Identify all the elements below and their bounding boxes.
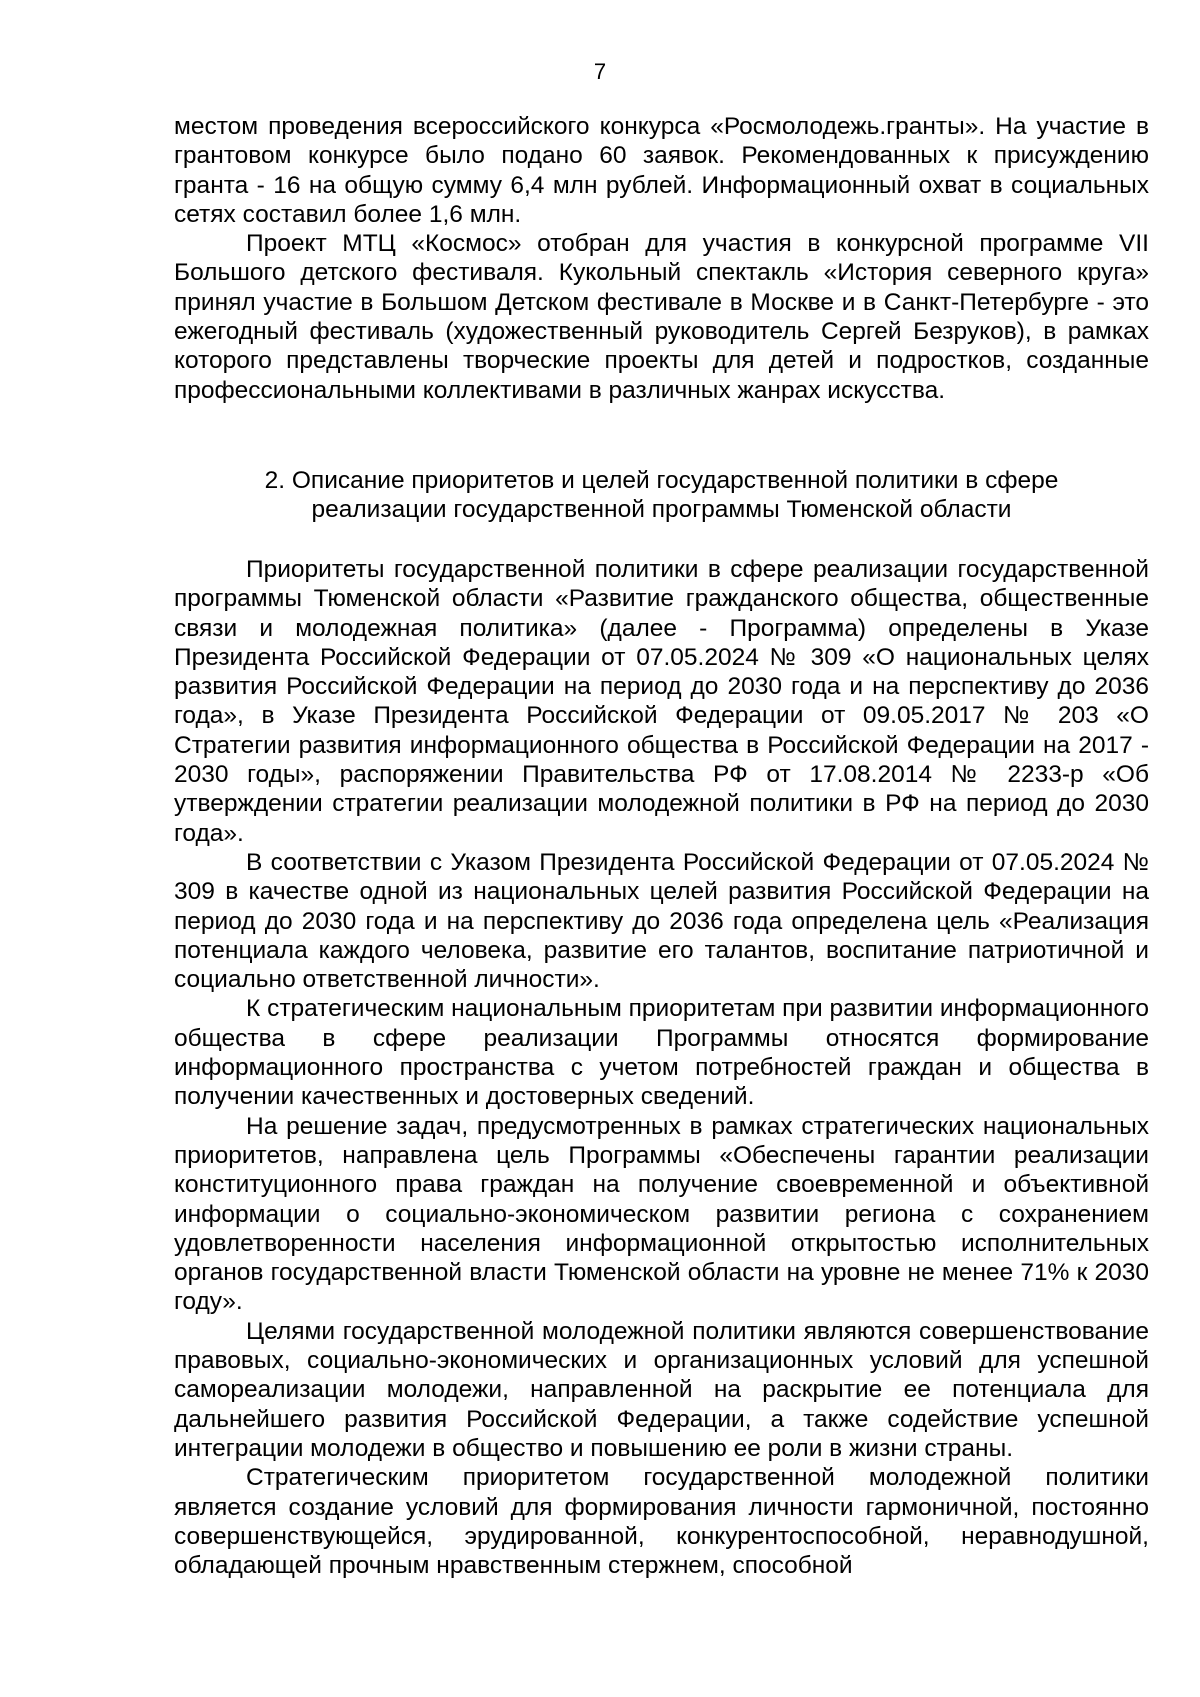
paragraph-kosmos-project: Проект МТЦ «Космос» отобран для участия в конкурсной программе VII Большого детского фестиваля. Кукольный спектакль «История северного круга» принял участие в Большом Детском фестивале в Москве и в Санкт-Петербурге - это ежегодный фестиваль (художественный руководитель Сергей Безруков), в рамках которого представлены творческие проекты для детей и подростков, созданные профессиональными коллективами в различных жанрах искусства. (174, 230, 1149, 404)
section-heading (174, 466, 1149, 525)
section-heading-line-1: 2. Описание приоритетов и целей государственной политики в сфере (264, 467, 1059, 494)
main-text-block (174, 555, 1149, 1580)
paragraph-priorities: Приоритеты государственной политики в сфере реализации государственной программы Тюменской области «Развитие гражданского общества, общественные связи и молодежная политика» (далее - Программа) определены в Указе Президента Российской Федерации от 07.05.2024 № 309 «О национальных целях развития Российской Федерации на период до 2030 года и на перспективу до 2036 года», в Указе Президента Российской Федерации от 09.05.2017 № 203 «О Стратегии развития информационного общества в Российской Федерации на 2017 - 2030 годы», распоряжении Правительства РФ от 17.08.2014 № 2233-р «Об утверждении стратегии реализации молодежной политики в РФ на период до 2030 года». (174, 556, 1149, 847)
page-number: 7 (593, 59, 607, 84)
paragraph-decree-goal: В соответствии с Указом Президента Российской Федерации от 07.05.2024 № 309 в качестве одной из национальных целей развития Российской Федерации на период до 2030 года и на перспективу до 2036 года определена цель «Реализация потенциала каждого человека, развитие его талантов, воспитание патриотичной и социально ответственной личности». (174, 848, 1149, 994)
paragraph-strategic-priority: Стратегическим приоритетом государственной молодежной политики является создание условий для формирования личности гармоничной, постоянно совершенствующейся, эрудированной, конкурентоспособной, неравнодушной, обладающей прочным нравственным стержнем, способной (174, 1464, 1149, 1580)
paragraph-info-society: К стратегическим национальным приоритетам при развитии информационного общества в сфере реализации Программы относятся формирование информационного пространства с учетом потребностей граждан и общества в получении качественных и достоверных сведений. (174, 995, 1149, 1111)
paragraph-program-goal: На решение задач, предусмотренных в рамках стратегических национальных приоритетов, направлена цель Программы «Обеспечены гарантии реализации конституционного права граждан на получение своевременной и объективной информации о социально-экономическом развитии региона с сохранением удовлетворенности населения информационной открытостью исполнительных органов государственной власти Тюменской области на уровне не менее 71% к 2030 году». (174, 1112, 1149, 1316)
paragraph-youth-policy-goals: Целями государственной молодежной политики являются совершенствование правовых, социально-экономических и организационных условий для успешной самореализации молодежи, направленной на раскрытие ее потенциала для дальнейшего развития Российской Федерации, а также содействие успешной интеграции молодежи в общество и повышению ее роли в жизни страны. (174, 1317, 1149, 1462)
paragraph-continuation: местом проведения всероссийского конкурса «Росмолодежь.гранты». На участие в грантовом конкурсе было подано 60 заявок. Рекомендованных к присуждению гранта - 16 на общую сумму 6,4 млн рублей. Информационный охват в социальных сетях составил более 1,6 млн. (174, 113, 1149, 228)
top-text-block (174, 112, 1149, 405)
section-heading-line-2: реализации государственной программы Тюменской области (311, 496, 1012, 524)
